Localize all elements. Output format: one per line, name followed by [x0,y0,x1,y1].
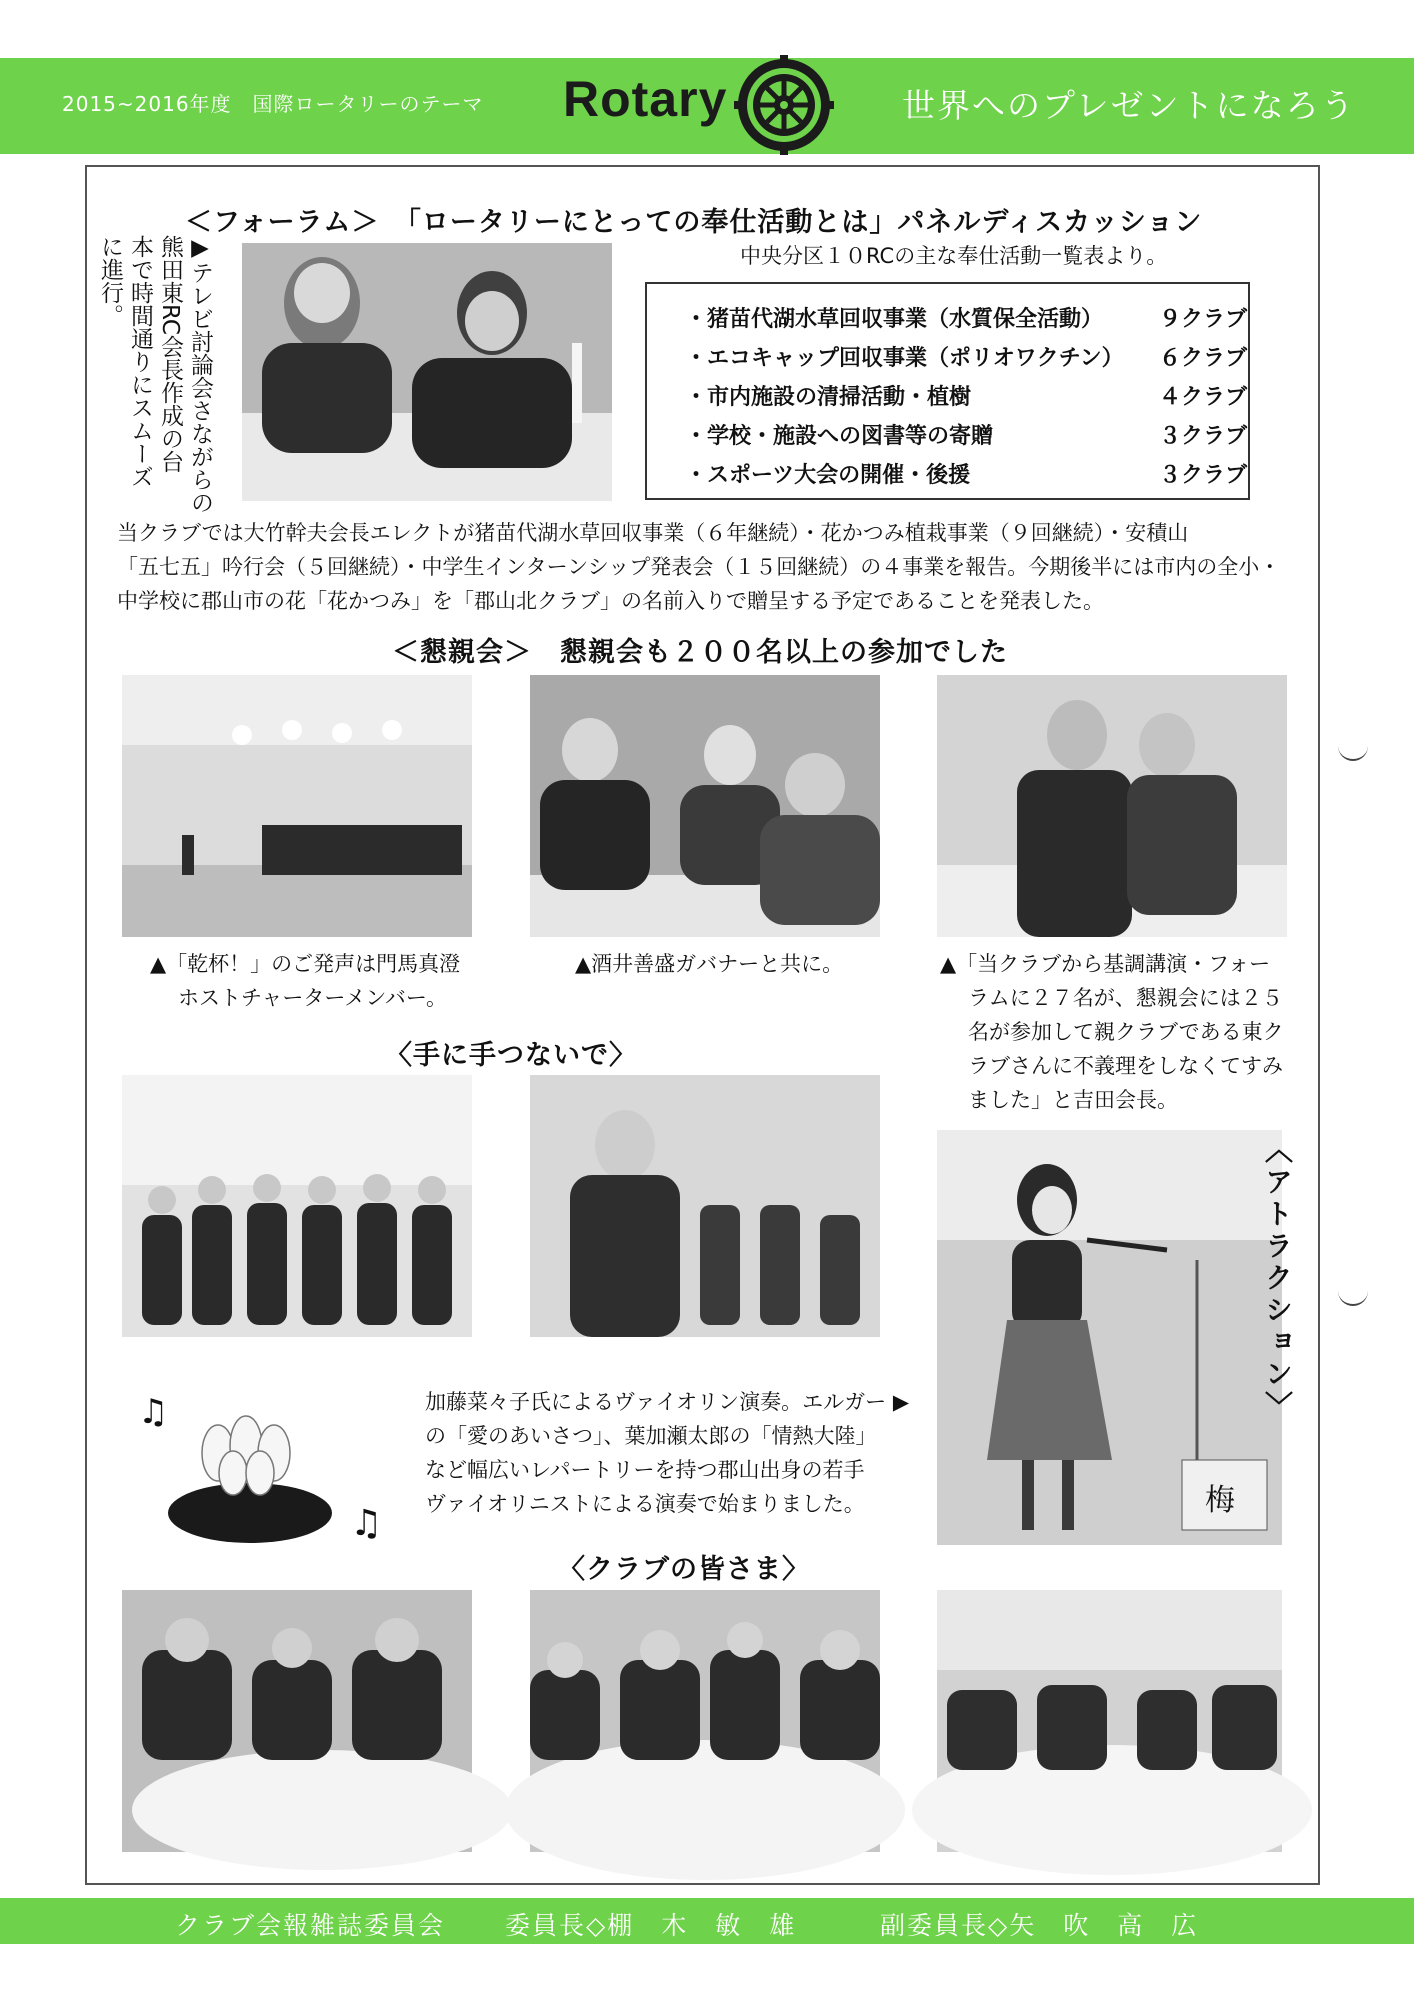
forum-panel-photo [242,243,612,501]
president-photo [937,675,1287,937]
punch-hole [1338,745,1368,761]
activity-name: ・エコキャップ回収事業（ポリオワクチン） [685,346,1124,371]
theme-text: 世界へのプレゼントになろう [902,86,1356,125]
activity-name: ・スポーツ大会の開催・後援 [685,463,971,488]
caption-line: ラブさんに不義理をしなくてすみ [968,1054,1283,1078]
attraction-line: の「愛のあいさつ」、葉加瀬太郎の「情熱大陸」 [425,1424,877,1448]
caption-president [940,947,1284,1117]
attraction-line: ヴァイオリニストによる演奏で始まりました。 [425,1492,865,1516]
konshinkai-heading: ＜懇親会＞ 懇親会も２００名以上の参加でした [392,637,1008,668]
music-note-icon [350,1495,410,1545]
toast-hall-photo [122,675,472,937]
hands-photo-2 [530,1075,880,1337]
svg-text:♫: ♫ [138,1392,169,1432]
attraction-text [425,1385,909,1521]
activity-count: ４クラブ [1159,385,1248,410]
side-caption-line: 熊田東RC会長作成の台 [157,235,183,473]
forum-paragraph [117,516,1292,618]
rotary-logo-text: Rotary [563,71,728,127]
caption-line: ▲「当クラブから基調講演・フォー [940,952,1271,976]
punch-hole [1338,1290,1368,1306]
caption-line: ホストチャーターメンバー。 [178,986,448,1010]
club-photo-1 [122,1590,472,1852]
footer-chair: 委員長◇棚 木 敏 雄 [505,1911,797,1940]
caption-governor [575,947,843,981]
activity-count: ３クラブ [1159,463,1248,488]
activity-name: ・市内施設の清掃活動・植樹 [685,385,972,410]
violin-photo [937,1130,1282,1545]
caption-line: ました」と吉田会長。 [968,1088,1178,1112]
svg-text:♫: ♫ [350,1503,383,1544]
forum-heading: ＜フォーラム＞ 「ロータリーにとっての奉仕活動とは」パネルディスカッション [185,207,1203,238]
theme-year-label: 2015~2016年度 国際ロータリーのテーマ [62,92,484,116]
footer-committee: クラブ会報雑誌委員会 [175,1911,446,1940]
activity-count: ３クラブ [1159,424,1248,449]
side-caption-line: 本で時間通りにスムーズ [127,235,153,488]
activity-name: ・学校・施設への図書等の寄贈 [685,424,994,449]
caption-line: ▲「乾杯！」のご発声は門馬真澄 [150,952,461,976]
paragraph-line: 当クラブでは大竹幹夫会長エレクトが猪苗代湖水草回収事業（６年継続）・花かつみ植栽事業（９回継続）・安積山 [117,521,1189,545]
paragraph-line: 「五七五」吟行会（５回継続）・中学生インターンシップ発表会（１５回継続）の４事業を報告。今期後半には市内の全小・ [117,555,1281,579]
attraction-line: など幅広いレパートリーを持つ郡山出身の若手 [425,1458,865,1482]
club-photo-2 [530,1590,880,1852]
attraction-heading: 〈アトラクション〉 [1261,1135,1294,1423]
activity-count: ６クラブ [1159,346,1248,371]
activity-list-box [645,282,1250,500]
club-photo-3 [937,1590,1282,1852]
attraction-line: 加藤菜々子氏によるヴァイオリン演奏。エルガー ▶ [425,1390,909,1414]
caption-line: 名が参加して親クラブである東ク [968,1020,1284,1044]
caption-toast [150,947,460,1015]
side-caption-line: ▶テレビ討論会さながらの [187,235,213,514]
caption-line: ラムに２７名が、懇親会には２５ [968,986,1283,1010]
cyclamen-music-icon [138,1378,338,1558]
governor-photo [530,675,880,937]
side-caption-line: に進行。 [97,235,123,327]
activity-list-title: 中央分区１０RCの主な奉仕活動一覧表より。 [740,244,1168,268]
plum-sign-text: 梅 [1205,1483,1235,1518]
rotary-wheel-icon [734,55,834,155]
activity-count: ９クラブ [1159,307,1248,332]
forum-side-caption [95,235,215,514]
club-heading: 〈クラブの皆さま〉 [558,1554,810,1585]
footer-vice-chair: 副委員長◇矢 吹 高 広 [880,1911,1199,1940]
caption-line: ▲酒井善盛ガバナーと共に。 [575,952,844,976]
paragraph-line: 中学校に郡山市の花「花かつみ」を「郡山北クラブ」の名前入りで贈呈する予定であることを発表した。 [117,589,1104,613]
hands-photo-1 [122,1075,472,1337]
hands-heading: 〈手に手つないで〉 [385,1040,637,1071]
activity-name: ・猪苗代湖水草回収事業（水質保全活動） [685,307,1104,332]
